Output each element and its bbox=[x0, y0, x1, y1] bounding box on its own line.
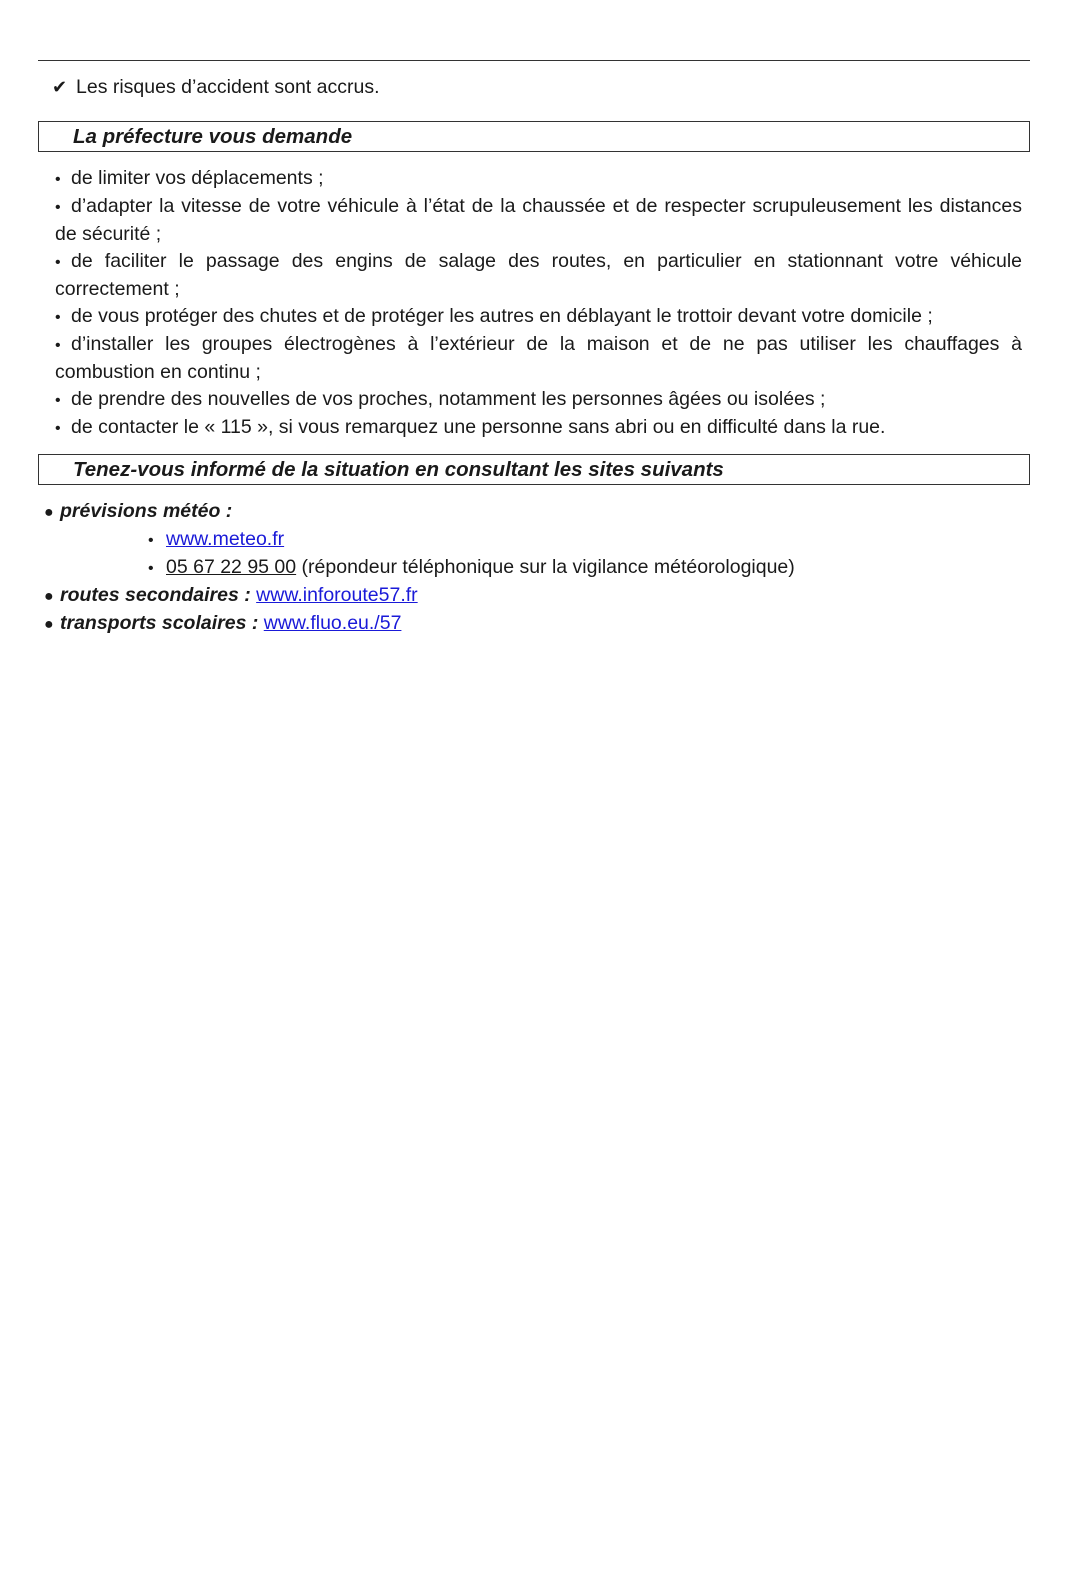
list-item bbox=[55, 165, 1022, 193]
list-item bbox=[55, 193, 1022, 248]
list-item-text: de limiter vos déplacements ; bbox=[71, 167, 324, 189]
top-divider bbox=[38, 60, 1030, 61]
section-title: Tenez-vous informé de la situation en consultant les sites suivants bbox=[73, 458, 724, 481]
meteo-phone-link[interactable]: 05 67 22 95 00 bbox=[166, 556, 297, 578]
routes-link[interactable]: www.inforoute57.fr bbox=[256, 584, 418, 606]
bullet-icon: • bbox=[55, 199, 61, 216]
bullet-icon: • bbox=[55, 254, 61, 271]
list-item-text: de prendre des nouvelles de vos proches, notamment les personnes âgées ou isolées ; bbox=[71, 388, 826, 410]
section-header-prefecture bbox=[38, 121, 1030, 152]
meteo-label: prévisions météo : bbox=[60, 500, 233, 522]
section-title: La préfecture vous demande bbox=[73, 125, 353, 148]
bullet-icon: • bbox=[148, 532, 154, 549]
routes-row bbox=[44, 582, 1044, 610]
checkmark-icon: ✔ bbox=[52, 77, 68, 97]
list-item bbox=[55, 386, 1022, 414]
risk-check-line bbox=[52, 74, 380, 100]
bullet-icon: • bbox=[55, 420, 61, 437]
transports-row bbox=[44, 610, 1044, 638]
list-item-text: de faciliter le passage des engins de salage des routes, en particulier en stationnant votre véhicule correctement ; bbox=[55, 250, 1022, 300]
bullet-icon: • bbox=[55, 171, 61, 188]
bullet-icon: • bbox=[55, 392, 61, 409]
transports-label: transports scolaires : bbox=[60, 612, 259, 634]
list-item bbox=[55, 303, 1022, 331]
list-item bbox=[55, 331, 1022, 386]
list-item bbox=[55, 414, 1022, 442]
meteo-link[interactable]: www.meteo.fr bbox=[166, 528, 285, 550]
list-item-text: de vous protéger des chutes et de protéger les autres en déblayant le trottoir devant votre domicile ; bbox=[71, 305, 933, 327]
bullet-icon: • bbox=[148, 560, 154, 577]
routes-label: routes secondaires : bbox=[60, 584, 251, 606]
list-item-text: de contacter le « 115 », si vous remarquez une personne sans abri ou en difficulté dans la rue. bbox=[71, 416, 886, 438]
transports-link[interactable]: www.fluo.eu./57 bbox=[263, 612, 402, 634]
section-header-info-sites bbox=[38, 454, 1030, 485]
meteo-phone-note: (répondeur téléphonique sur la vigilance météorologique) bbox=[296, 556, 795, 578]
meteo-link-row bbox=[44, 526, 1044, 554]
prefecture-request-list bbox=[55, 165, 1022, 442]
bullet-icon: ● bbox=[44, 616, 54, 633]
bullet-icon: ● bbox=[44, 504, 54, 521]
risk-text: Les risques d’accident sont accrus. bbox=[76, 76, 380, 98]
bullet-icon: • bbox=[55, 337, 61, 354]
bullet-icon: • bbox=[55, 309, 61, 326]
bullet-icon: ● bbox=[44, 588, 54, 605]
list-item bbox=[55, 248, 1022, 303]
list-item-text: d’adapter la vitesse de votre véhicule à l’état de la chaussée et de respecter scrupuleusement les distances de sécurité ; bbox=[55, 195, 1022, 245]
meteo-row bbox=[44, 498, 1044, 526]
meteo-phone-row bbox=[44, 554, 1044, 582]
list-item-text: d’installer les groupes électrogènes à l’extérieur de la maison et de ne pas utiliser les chauffages à combustion en continu ; bbox=[55, 333, 1022, 383]
info-sites-list bbox=[44, 498, 1044, 638]
